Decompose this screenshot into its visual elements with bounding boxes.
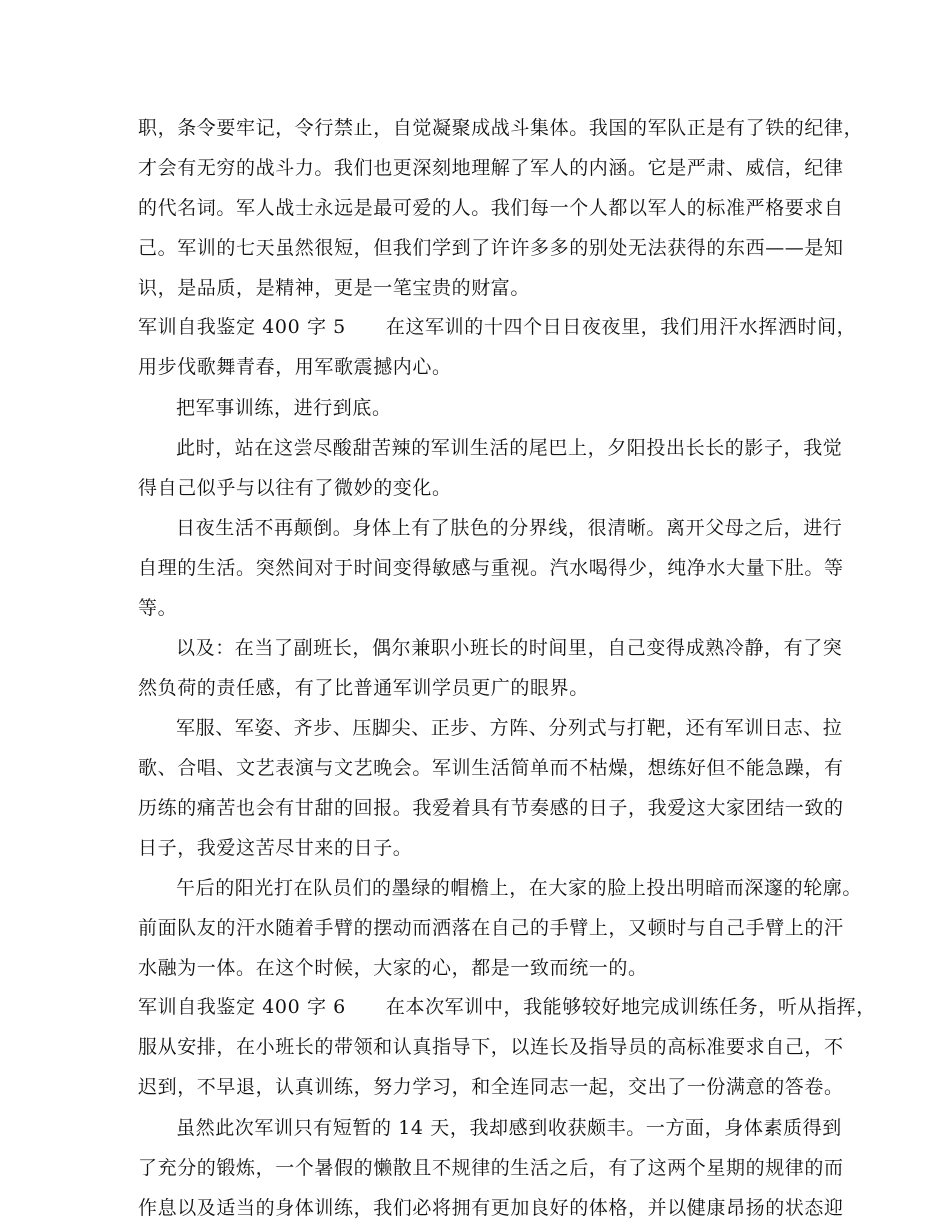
text-line: 虽然此次军训只有短暂的 14 天，我却感到收获颇丰。一方面，身体素质得到 <box>176 1117 842 1139</box>
text-run: 在这军训的十四个日日夜夜里，我们用汗水挥洒时间， <box>385 316 857 338</box>
text-line: 了充分的锻炼，一个暑假的懒散且不规律的生活之后，有了这两个星期的规律的而 <box>138 1157 844 1179</box>
text-line: 的代名词。军人战士永远是最可爱的人。我们每一个人都以军人的标准严格要求自 <box>138 197 844 219</box>
text-line: 日夜生活不再颠倒。身体上有了肤色的分界线，很清晰。离开父母之后，进行 <box>176 517 843 539</box>
section-heading: 军训自我鉴定 400 字 5 <box>138 316 346 338</box>
text-line: 识，是品质，是精神，更是一笔宝贵的财富。 <box>138 277 531 299</box>
text-line: 己。军训的七天虽然很短，但我们学到了许许多多的别处无法获得的东西——是知 <box>138 237 844 259</box>
text-line: 服从安排，在小班长的带领和认真指导下，以连长及指导员的高标准要求自己，不 <box>138 1036 844 1058</box>
text-line: 迟到，不早退，认真训练，努力学习，和全连同志一起，交出了一份满意的答卷。 <box>138 1076 844 1098</box>
text-line: 水融为一体。在这个时候，大家的心，都是一致而统一的。 <box>138 957 648 979</box>
text-line: 得自己似乎与以往有了微妙的变化。 <box>138 477 452 499</box>
text-line: 日子，我爱这苦尽甘来的日子。 <box>138 837 413 859</box>
text-line: 以及：在当了副班长，偶尔兼职小班长的时间里，自己变得成熟冷静，有了突 <box>176 637 843 659</box>
text-line: 歌、合唱、文艺表演与文艺晚会。军训生活简单而不枯燥，想练好但不能急躁，有 <box>138 757 844 779</box>
text-line: 此时，站在这尝尽酸甜苦辣的军训生活的尾巴上，夕阳投出长长的影子，我觉 <box>176 437 843 459</box>
text-line: 职，条令要牢记，令行禁止，自觉凝聚成战斗集体。我国的军队正是有了铁的纪律， <box>138 117 864 139</box>
text-line: 自理的生活。突然间对于时间变得敏感与重视。汽水喝得少，纯净水大量下肚。等 <box>138 557 844 579</box>
section-heading-line <box>138 995 876 1019</box>
text-line: 军服、军姿、齐步、压脚尖、正步、方阵、分列式与打靶，还有军训日志、拉 <box>176 717 843 739</box>
section-heading-line <box>138 315 856 339</box>
text-line: 然负荷的责任感，有了比普通军训学员更广的眼界。 <box>138 677 589 699</box>
text-line: 作息以及适当的身体训练，我们必将拥有更加良好的体格，并以健康昂扬的状态迎 <box>138 1197 844 1219</box>
text-line: 等。 <box>138 597 178 619</box>
text-line: 历练的痛苦也会有甘甜的回报。我爱着具有节奏感的日子，我爱这大家团结一致的 <box>138 797 844 819</box>
section-heading: 军训自我鉴定 400 字 6 <box>138 996 346 1018</box>
text-line: 用步伐歌舞青春，用军歌震撼内心。 <box>138 356 452 378</box>
text-line: 午后的阳光打在队员们的墨绿的帽檐上，在大家的脸上投出明暗而深邃的轮廓。 <box>176 877 863 899</box>
text-line: 前面队友的汗水随着手臂的摆动而洒落在自己的手臂上，又顿时与自己手臂上的汗 <box>138 917 844 939</box>
text-line: 把军事训练，进行到底。 <box>176 397 392 419</box>
text-run: 在本次军训中，我能够较好地完成训练任务，听从指挥， <box>385 996 876 1018</box>
text-line: 才会有无穷的战斗力。我们也更深刻地理解了军人的内涵。它是严肃、威信，纪律 <box>138 157 844 179</box>
